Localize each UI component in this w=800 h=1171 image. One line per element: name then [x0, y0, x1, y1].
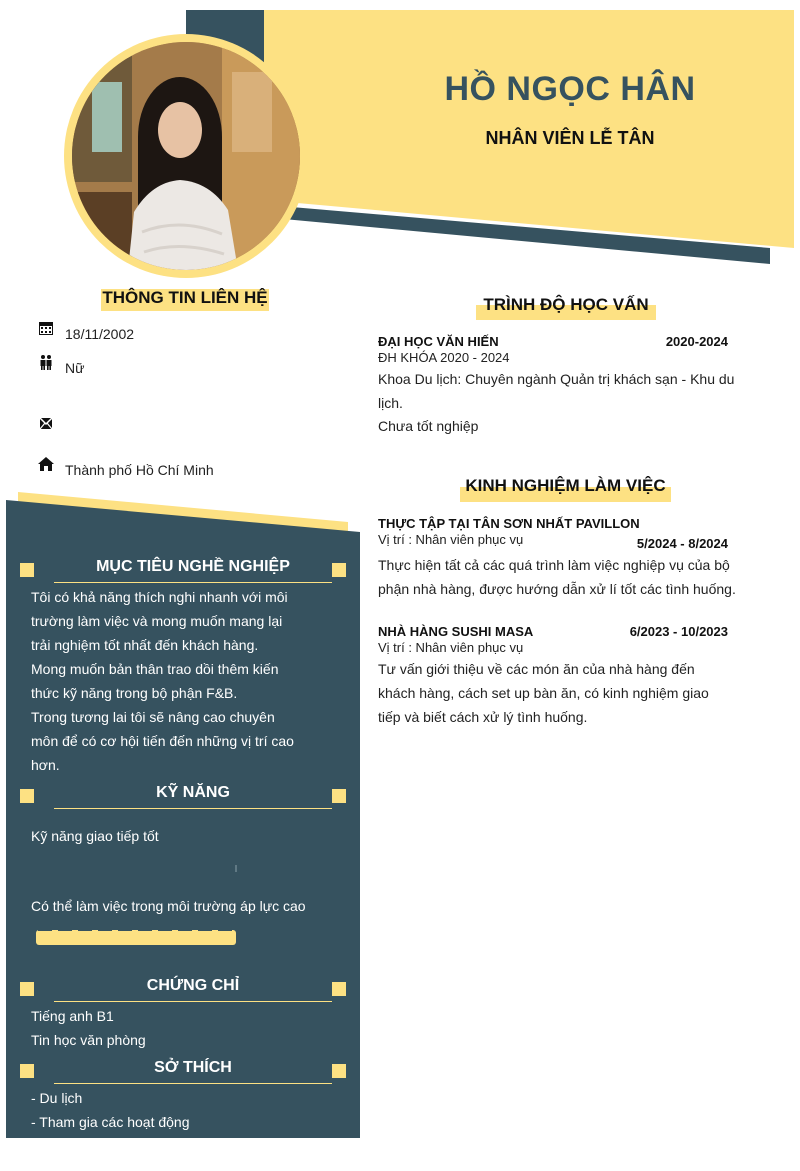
education-period: 2020-2024: [665, 334, 728, 349]
home-icon: [38, 456, 54, 472]
heading-marker-left: [20, 563, 34, 577]
email-icon: [38, 415, 54, 431]
heading-underline: [54, 808, 332, 809]
objective-line: trải nghiệm tốt nhất đến khách hàng.: [31, 637, 259, 653]
heading-marker-left: [20, 789, 34, 803]
skill-item: Kỹ năng giao tiếp tốt: [31, 828, 159, 844]
skill-item: Có thể làm việc trong môi trường áp lực cao: [31, 898, 306, 914]
people-icon: [38, 354, 54, 370]
objective-line: Mong muốn bản thân trao dồi thêm kiến: [31, 661, 279, 677]
certificates-title: CHỨNG CHỈ: [146, 977, 240, 994]
experience-title: KINH NGHIỆM LÀM VIỆC: [465, 476, 666, 495]
job-1-period: 5/2024 - 8/2024: [636, 536, 728, 551]
birthday-text: 18/11/2002: [65, 326, 135, 342]
heading-marker-right: [332, 789, 346, 803]
calendar-icon: [38, 320, 54, 336]
skills-heading: [20, 784, 346, 808]
job-2-period: 6/2023 - 10/2023: [629, 624, 728, 639]
job-1-description: [378, 553, 748, 601]
gender-text: Nữ: [65, 360, 85, 376]
objective-line: môn để có cơ hội tiến đến những vị trí cao: [31, 733, 294, 749]
certificate-list: [31, 1004, 311, 1052]
education-status: Chưa tốt nghiệp: [378, 418, 479, 434]
job-1-desc-line: Thực hiện tất cả các quá trình làm việc nghiệp vụ của bộ: [378, 557, 730, 573]
heading-marker-right: [332, 982, 346, 996]
education-major-line2: lịch.: [378, 395, 403, 411]
job-2-desc-line: tiếp và biết cách xử lý tình huống.: [378, 709, 588, 725]
education-title: TRÌNH ĐỘ HỌC VẤN: [483, 295, 649, 314]
hobby-item: - Tham gia các hoạt động: [31, 1114, 190, 1130]
objective-heading: [20, 558, 346, 582]
heading-marker-right: [332, 563, 346, 577]
job-2-position: Vị trí : Nhân viên phục vụ: [378, 640, 524, 655]
hobbies-heading: [20, 1059, 346, 1083]
job-2-desc-line: khách hàng, cách set up bàn ăn, có kinh nghiệm giao: [378, 685, 709, 701]
hobby-list: [31, 1086, 311, 1134]
contact-title: THÔNG TIN LIÊN HỆ: [102, 288, 268, 307]
certificate-item: Tin học văn phòng: [31, 1032, 146, 1048]
education-major: [378, 367, 738, 415]
heading-underline: [54, 1083, 332, 1084]
job-1-position: Vị trí : Nhân viên phục vụ: [378, 532, 524, 547]
education-major-line1: Khoa Du lịch: Chuyên ngành Quản trị khách sạn - Khu du: [378, 371, 735, 387]
education-course: ĐH KHÓA 2020 - 2024: [378, 350, 510, 365]
job-2-company: NHÀ HÀNG SUSHI MASA: [378, 624, 534, 639]
objective-text: [31, 585, 311, 777]
certificates-heading: [20, 977, 346, 1001]
education-school: ĐẠI HỌC VĂN HIẾN: [378, 334, 499, 349]
skills-title: KỸ NĂNG: [156, 784, 230, 801]
hobbies-title: SỞ THÍCH: [154, 1059, 232, 1076]
address-text: Thành phố Hồ Chí Minh: [65, 462, 214, 478]
job-2-desc-line: Tư vấn giới thiệu về các món ăn của nhà hàng đến: [378, 661, 695, 677]
heading-marker-left: [20, 1064, 34, 1078]
objective-line: Tôi có khả năng thích nghi nhanh với môi: [31, 589, 288, 605]
certificate-item: Tiếng anh B1: [31, 1008, 114, 1024]
candidate-name: HỒ NGỌC HÂN: [444, 70, 696, 108]
job-1-company: THỰC TẬP TẠI TÂN SƠN NHẤT PAVILLON: [378, 516, 640, 531]
objective-line: trường làm việc và mong muốn mang lại: [31, 613, 283, 629]
heading-underline: [54, 582, 332, 583]
heading-marker-right: [332, 1064, 346, 1078]
hobby-item: - Du lịch: [31, 1090, 83, 1106]
heading-marker-left: [20, 982, 34, 996]
job-2-description: [378, 657, 748, 729]
objective-line: hơn.: [31, 757, 60, 773]
job-title: NHÂN VIÊN LỄ TÂN: [485, 128, 655, 148]
heading-underline: [54, 1001, 332, 1002]
avatar: [72, 42, 300, 270]
objective-line: thức kỹ năng trong bộ phận F&B.: [31, 685, 238, 701]
job-1-desc-line: phận nhà hàng, được hướng dẫn xử lí tốt các tình huống.: [378, 581, 736, 597]
objective-line: Trong tương lai tôi sẽ nâng cao chuyên: [31, 709, 275, 725]
objective-title: MỤC TIÊU NGHỀ NGHIỆP: [96, 558, 290, 575]
